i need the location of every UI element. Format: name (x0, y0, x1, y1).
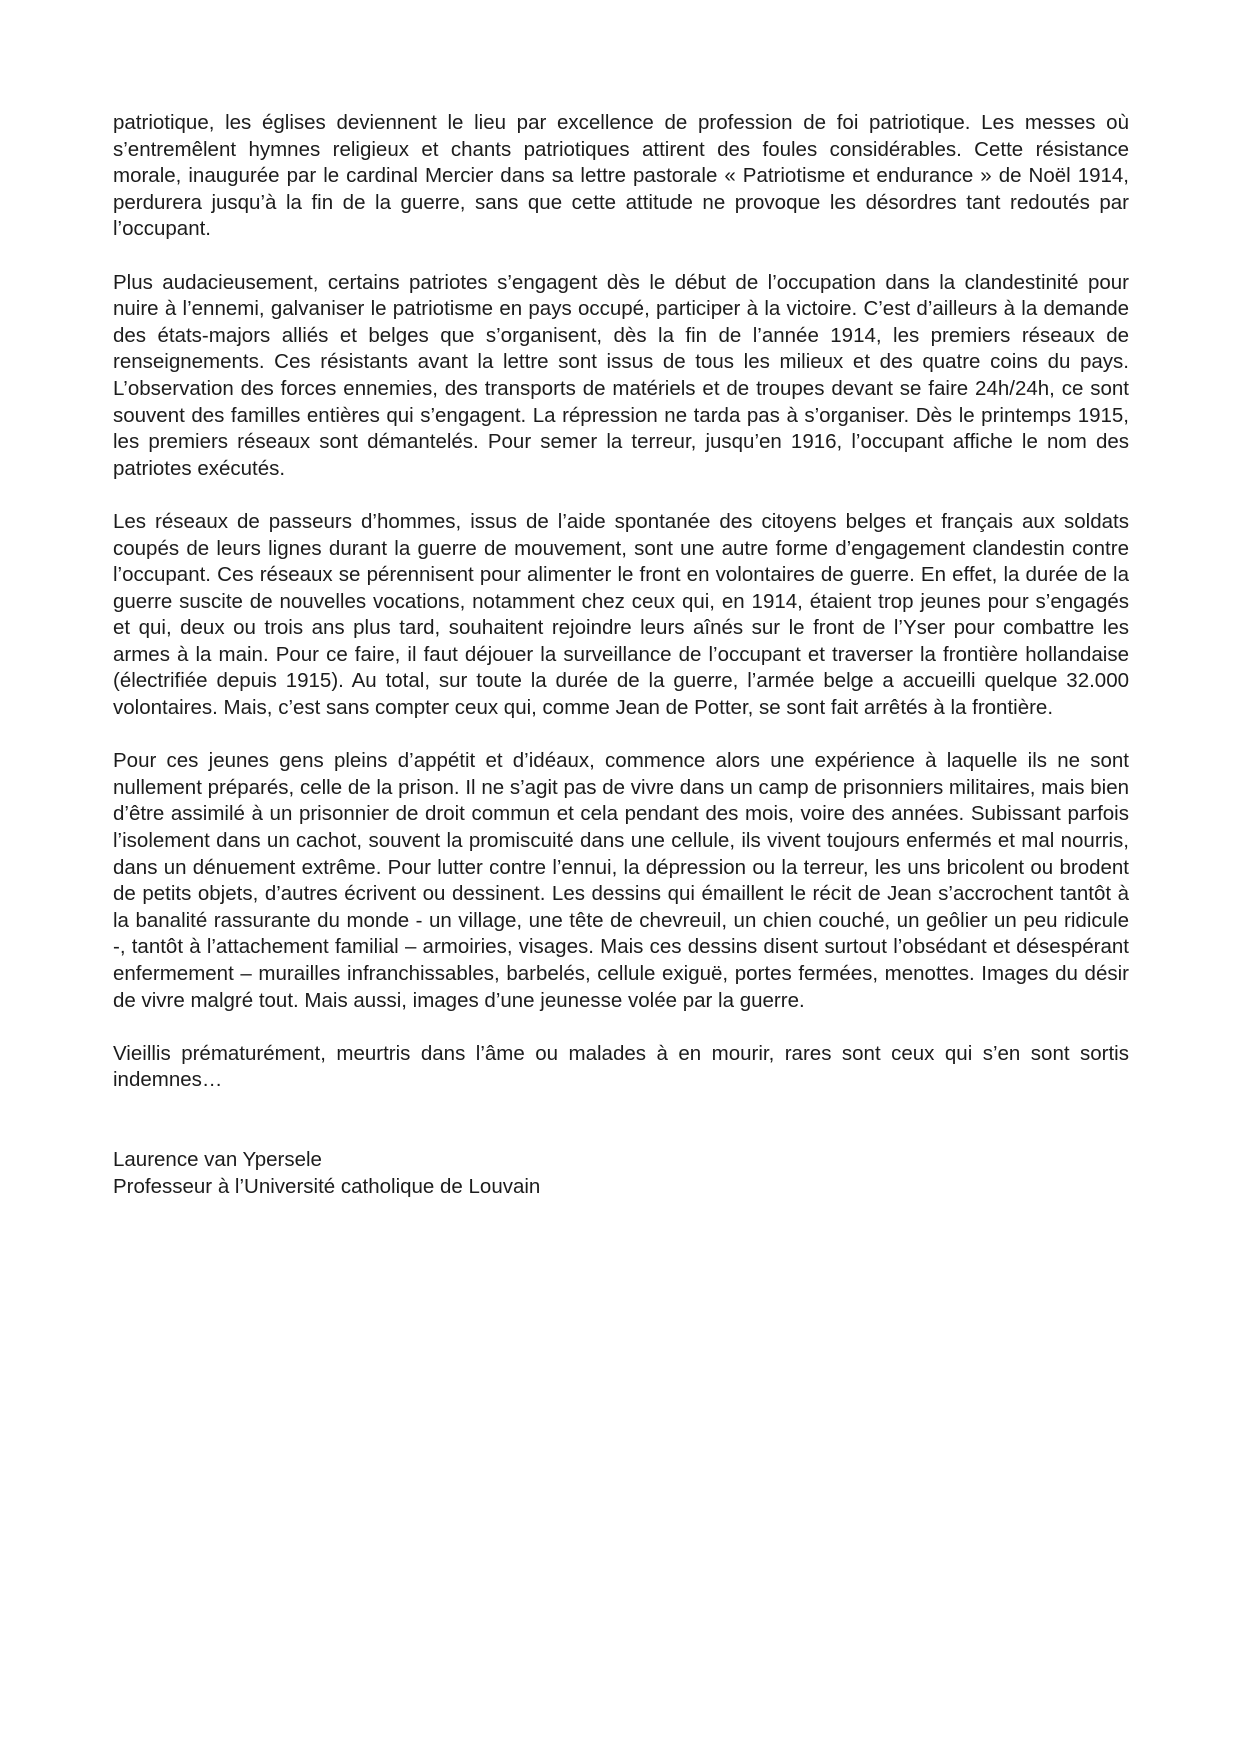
paragraph-2: Plus audacieusement, certains patriotes s’engagent dès le début de l’occupation dans la clandestinité pour nuire à l’ennemi, galvaniser le patriotisme en pays occupé, participer à la victoire. C’est d’ailleurs à la demande des états-majors alliés et belges que s’organisent, dès la fin de l’année 1914, les premiers réseaux de renseignements. Ces résistants avant la lettre sont issus de tous les milieux et des quatre coins du pays. L’observation des forces ennemies, des transports de matériels et de troupes devant se faire 24h/24h, ce sont souvent des familles entières qui s’engagent. La répression ne tarda pas à s’organiser. Dès le printemps 1915, les premiers réseaux sont démantelés. Pour semer la terreur, jusqu’en 1916, l’occupant affiche le nom des patriotes exécutés. (113, 270, 1129, 480)
paragraph-5: Vieillis prématurément, meurtris dans l’âme ou malades à en mourir, rares sont ceux qui s’en sont sortis indemnes… (113, 1041, 1129, 1092)
signature-author: Laurence van Ypersele (113, 1147, 322, 1171)
paragraph-3: Les réseaux de passeurs d’hommes, issus de l’aide spontanée des citoyens belges et français aux soldats coupés de leurs lignes durant la guerre de mouvement, sont une autre forme d’engagement clandestin contre l’occupant. Ces réseaux se pérennisent pour alimenter le front en volontaires de guerre. En effet, la durée de la guerre suscite de nouvelles vocations, notamment chez ceux qui, en 1914, étaient trop jeunes pour s’engagés et qui, deux ou trois ans plus tard, souhaitent rejoindre leurs aînés sur le front de l’Yser pour combattre les armes à la main. Pour ce faire, il faut déjouer la surveillance de l’occupant et traverser la frontière hollandaise (électrifiée depuis 1915). Au total, sur toute la durée de la guerre, l’armée belge a accueilli quelque 32.000 volontaires. Mais, c’est sans compter ceux qui, comme Jean de Potter, se sont fait arrêtés à la frontière. (113, 509, 1129, 720)
paragraph-1: patriotique, les églises deviennent le lieu par excellence de profession de foi patriotique. Les messes où s’entremêlent hymnes religieux et chants patriotiques attirent des foules considérables. Cette résistance morale, inaugurée par le cardinal Mercier dans sa lettre pastorale « Patriotisme et endurance » de Noël 1914, perdurera jusqu’à la fin de la guerre, sans que cette attitude ne provoque les désordres tant redoutés par l’occupant. (113, 111, 1129, 241)
paragraph-4: Pour ces jeunes gens pleins d’appétit et d’idéaux, commence alors une expérience à laquelle ils ne sont nullement préparés, celle de la prison. Il ne s’agit pas de vivre dans un camp de prisonniers militaires, mais bien d’être assimilé à un prisonnier de droit commun et cela pendant des mois, voire des années. Subissant parfois l’isolement dans un cachot, souvent la promiscuité dans une cellule, ils vivent toujours enfermés et mal nourris, dans un dénuement extrême. Pour lutter contre l’ennui, la dépression ou la terreur, les uns bricolent ou brodent de petits objets, d’autres écrivent ou dessinent. Les dessins qui émaillent le récit de Jean s’accrochent tantôt à la banalité rassurante du monde - un village, une tête de chevreuil, un chien couché, un geôlier un peu ridicule -, tantôt à l’attachement familial – armoiries, visages. Mais ces dessins disent surtout l’obsédant et désespérant enfermement – murailles infranchissables, barbelés, cellule exiguë, portes fermées, menottes. Images du désir de vivre malgré tout. Mais aussi, images d’une jeunesse volée par la guerre. (113, 749, 1129, 1012)
document-body (113, 110, 1129, 1200)
signature-affiliation: Professeur à l’Université catholique de Louvain (113, 1174, 541, 1198)
signature-block (113, 1147, 1129, 1200)
